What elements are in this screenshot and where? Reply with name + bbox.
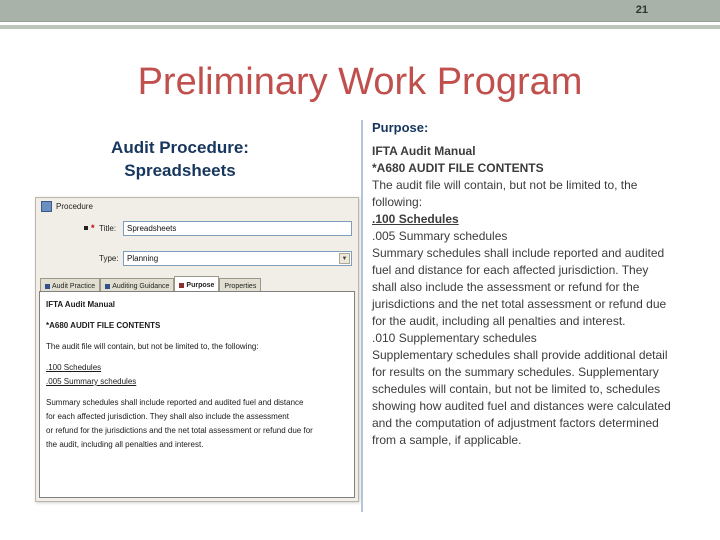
form-header-label: Procedure (56, 202, 93, 211)
type-dropdown[interactable] (123, 251, 352, 266)
left-heading (55, 136, 305, 182)
purpose-tab-content (39, 291, 355, 498)
title-field-label: Title: (99, 224, 117, 233)
chevron-down-icon[interactable]: ▼ (339, 253, 350, 264)
content-line: IFTA Audit Manual (46, 300, 116, 309)
left-heading-line1: Audit Procedure: (111, 138, 249, 157)
content-line: or refund for the jurisdictions and the net total assessment or refund due for (46, 426, 313, 435)
left-heading-line2: Spreadsheets (124, 161, 236, 180)
procedure-form-screenshot (35, 197, 359, 502)
purpose-text-column (372, 120, 672, 449)
top-bar-accent (0, 25, 720, 29)
purpose-paragraph-7: .010 Supplementary schedules (372, 331, 537, 345)
content-line: *A680 AUDIT FILE CONTENTS (46, 321, 161, 330)
tab-label: Audit Practice (52, 282, 96, 290)
tab-label: Auditing Guidance (112, 282, 170, 290)
purpose-paragraph-3: The audit file will contain, but not be limited to, the following: (372, 178, 638, 209)
type-dropdown-value: Planning (127, 254, 159, 263)
slide-title: Preliminary Work Program (137, 61, 583, 103)
purpose-paragraph-6: Summary schedules shall include reported and audited fuel and distance for each affected jurisdiction. They shall also include the assessment or refund for the jurisdictions and the net total assessment or refund due for the audit, including all penalties and interest. (372, 246, 667, 328)
content-line: The audit file will contain, but not be limited to, the following: (46, 342, 259, 351)
required-asterisk: * (91, 223, 95, 233)
top-bar (0, 0, 720, 22)
content-line: for each affected jurisdiction. They shall also include the assessment (46, 412, 289, 421)
procedure-icon (41, 201, 52, 212)
purpose-paragraph-5: .005 Summary schedules (372, 229, 508, 243)
tab-label: Properties (224, 282, 257, 290)
content-line: Summary schedules shall include reported and audited fuel and distance (46, 398, 304, 407)
tab-icon (105, 284, 110, 289)
purpose-paragraph-1: IFTA Audit Manual (372, 144, 476, 158)
purpose-heading: Purpose: (372, 120, 429, 135)
tab-icon (45, 284, 50, 289)
tab-label: Purpose (186, 281, 215, 289)
column-divider (361, 120, 363, 512)
content-line: .100 Schedules (46, 363, 102, 372)
page-number: 21 (635, 4, 648, 16)
purpose-paragraph-8: Supplementary schedules shall provide additional detail for results on the summary schedules. Supplementary schedules will contain, but not be limited to, schedules showing how audited fuel and distances were calculated and the computation of adjustment factors determined from a sample, if applicable. (372, 348, 671, 447)
title-bullet-icon (84, 226, 88, 230)
title-input[interactable]: Spreadsheets (123, 221, 352, 236)
purpose-paragraph-4: .100 Schedules (372, 212, 459, 226)
type-field-label: Type: (99, 254, 119, 263)
purpose-paragraph-2: *A680 AUDIT FILE CONTENTS (372, 161, 544, 175)
tab-icon (179, 283, 184, 288)
content-line: the audit, including all penalties and interest. (46, 440, 204, 449)
content-line: .005 Summary schedules (46, 377, 137, 386)
form-header (41, 201, 93, 212)
